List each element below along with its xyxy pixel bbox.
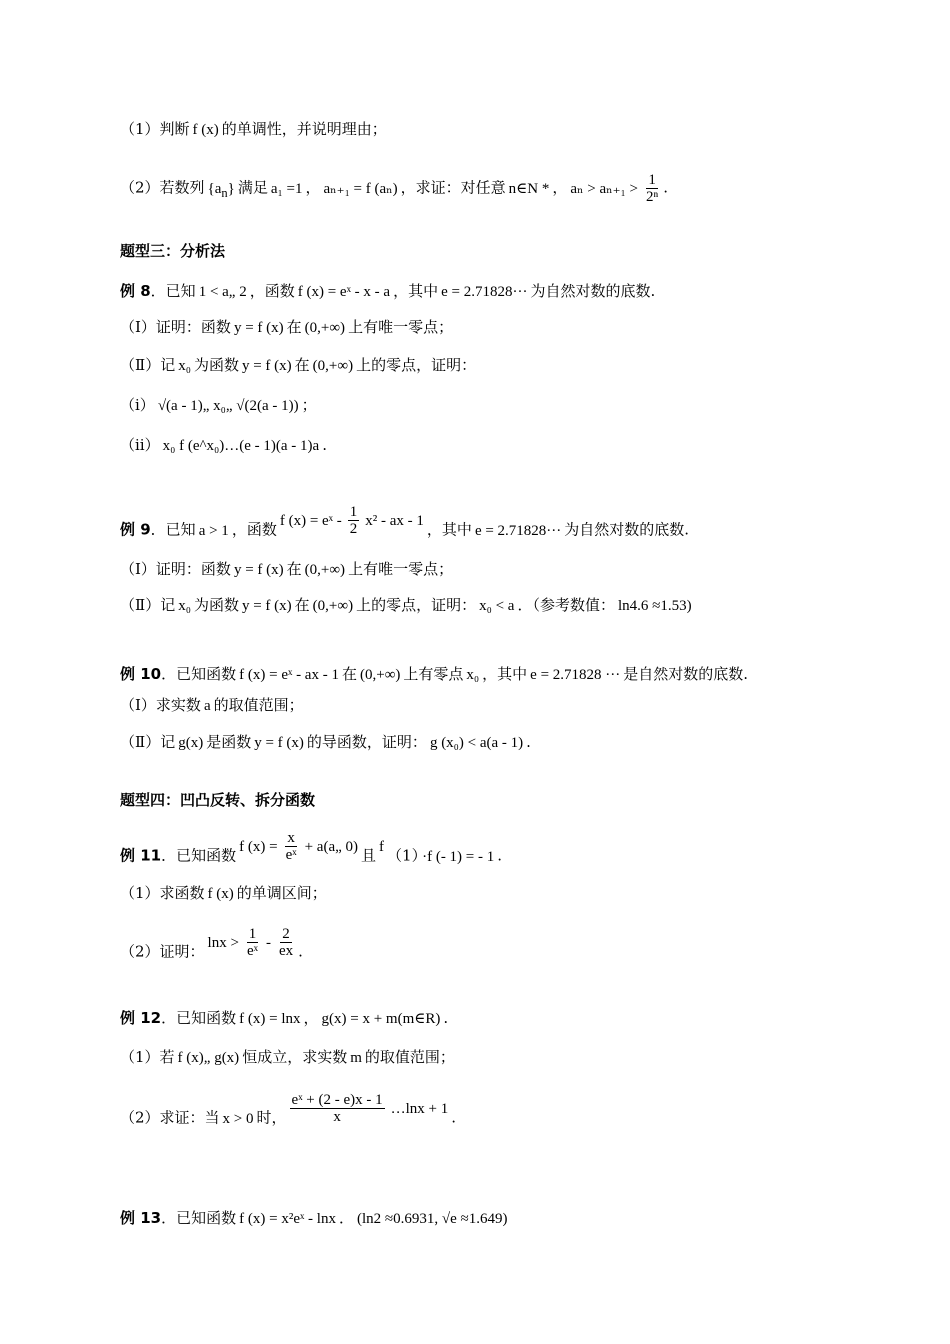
example-label: 例 10 bbox=[120, 665, 162, 683]
example-10 bbox=[120, 659, 870, 689]
example-label: 例 11 bbox=[120, 846, 162, 865]
math: f (x) bbox=[207, 886, 234, 902]
denominator: ex bbox=[278, 943, 294, 959]
math: x₀ bbox=[178, 598, 191, 614]
math: lnx > bbox=[207, 934, 239, 951]
math bbox=[207, 180, 235, 200]
text: . bbox=[663, 178, 668, 197]
math: y = f (x) bbox=[233, 562, 284, 578]
text: （Ⅱ）记 bbox=[120, 733, 176, 751]
fraction bbox=[644, 172, 660, 205]
math: x₀ f (e^x₀)…(e - 1)(a - 1)a bbox=[162, 438, 320, 454]
math: y = f (x) bbox=[241, 358, 292, 374]
denominator: x bbox=[333, 1109, 341, 1125]
example-9 bbox=[120, 504, 870, 544]
q-part2 bbox=[120, 172, 870, 205]
text: 的取值范围； bbox=[213, 696, 304, 714]
math: √(a - 1)„ x₀„ √(2(a - 1)) bbox=[157, 398, 299, 414]
text: . bbox=[322, 436, 327, 454]
text: （ⅱ） bbox=[120, 436, 160, 454]
text: （2）若数列 bbox=[120, 178, 205, 197]
math: x² - ax - 1 bbox=[365, 512, 424, 529]
text: （Ⅰ）证明：函数 bbox=[120, 318, 231, 336]
math: g(x) = x + m(m∈R) bbox=[321, 1011, 441, 1027]
text: . bbox=[451, 1108, 457, 1127]
math: e = 2.71828··· bbox=[474, 522, 562, 539]
math: 1 < a„ 2 bbox=[198, 284, 247, 300]
math: x₀ bbox=[178, 358, 191, 374]
math: a bbox=[203, 698, 211, 714]
text: ．已知 bbox=[150, 282, 196, 300]
math: x₀ < a bbox=[479, 598, 515, 614]
text: 在 bbox=[286, 560, 302, 578]
math: f (x) bbox=[192, 122, 219, 138]
text: （Ⅱ）记 bbox=[120, 356, 176, 374]
text: . bbox=[443, 1009, 449, 1027]
example-11-part2 bbox=[120, 926, 870, 966]
text: （1） bbox=[387, 846, 420, 865]
numerator: 1 bbox=[648, 172, 656, 188]
example-label: 例 9 bbox=[120, 520, 151, 539]
example-12-part1 bbox=[120, 1042, 870, 1072]
math: x > 0 bbox=[222, 1110, 254, 1127]
math: f (x) = eˣ - ax - 1 bbox=[239, 667, 339, 683]
math: g (x₀) < a(a - 1) bbox=[429, 735, 524, 751]
math: (0,+∞) bbox=[304, 562, 346, 578]
example-8-part1 bbox=[120, 312, 870, 342]
example-10-part2 bbox=[120, 727, 870, 757]
example-9-part2 bbox=[120, 590, 870, 620]
text: 在 bbox=[286, 318, 302, 336]
text: （1）判断 bbox=[120, 120, 190, 138]
math: ·f (- 1) = - 1 bbox=[422, 848, 495, 865]
text: 的导函数，证明： bbox=[306, 733, 427, 751]
math: f (x) = eˣ - x - a bbox=[297, 284, 391, 300]
math: f (x)„ g(x) bbox=[177, 1050, 240, 1066]
example-8-part2 bbox=[120, 350, 870, 380]
text: 上有唯一零点； bbox=[348, 560, 454, 578]
math: - bbox=[265, 934, 271, 951]
math: + a(a„ 0) bbox=[304, 838, 359, 855]
text: （ⅰ） bbox=[120, 396, 155, 414]
text: 在 bbox=[294, 356, 310, 374]
example-label: 例 13 bbox=[120, 1209, 162, 1227]
example-label: 例 8 bbox=[120, 282, 151, 300]
numerator: 1 bbox=[248, 926, 257, 942]
example-11-part1 bbox=[120, 878, 870, 908]
text: （1）若 bbox=[120, 1048, 175, 1066]
numerator: 2 bbox=[282, 926, 290, 942]
text: ， bbox=[552, 178, 568, 197]
math: aₙ > aₙ₊₁ > bbox=[570, 180, 638, 197]
fraction bbox=[284, 830, 299, 863]
text: ，函数 bbox=[231, 520, 277, 539]
math: n∈N * bbox=[508, 180, 550, 197]
text: ； bbox=[301, 396, 317, 414]
math: aₙ₊₁ = f (aₙ) bbox=[323, 180, 398, 197]
math-sub: n bbox=[221, 185, 228, 200]
math: f (x) = bbox=[239, 838, 278, 855]
text: 是函数 bbox=[206, 733, 252, 751]
fraction bbox=[348, 504, 360, 537]
text: 为自然对数的底数. bbox=[564, 520, 690, 539]
text: ． bbox=[338, 1209, 354, 1227]
denominator: eˣ bbox=[285, 847, 297, 863]
math-part: } bbox=[227, 180, 235, 197]
text: ， bbox=[305, 178, 321, 197]
math: (0,+∞) bbox=[312, 598, 354, 614]
text: （2）求证：当 bbox=[120, 1108, 220, 1127]
text: 且 bbox=[361, 846, 377, 865]
text: （1）求函数 bbox=[120, 884, 205, 902]
heading-text: 题型三：分析法 bbox=[120, 242, 226, 260]
math: …lnx + 1 bbox=[390, 1100, 449, 1117]
heading-text: 题型四：凹凸反转、拆分函数 bbox=[120, 791, 316, 809]
math: g(x) bbox=[178, 735, 204, 751]
math: y = f (x) bbox=[233, 320, 284, 336]
example-12 bbox=[120, 1003, 870, 1033]
text: ， bbox=[303, 1009, 319, 1027]
example-9-part1 bbox=[120, 554, 870, 584]
text: ，其中 bbox=[426, 520, 472, 539]
math: (ln2 ≈0.6931, √e ≈1.649) bbox=[357, 1211, 508, 1227]
text: 上有零点 bbox=[403, 665, 464, 683]
text: （Ⅰ）证明：函数 bbox=[120, 560, 231, 578]
text: 在 bbox=[294, 596, 310, 614]
math: e = 2.71828··· bbox=[441, 284, 528, 300]
text: 在 bbox=[341, 665, 357, 683]
text: （Ⅱ）记 bbox=[120, 596, 176, 614]
example-13 bbox=[120, 1203, 870, 1233]
math: (0,+∞) bbox=[359, 667, 401, 683]
text: ，其中 bbox=[393, 282, 439, 300]
math: x₀ bbox=[466, 667, 480, 683]
text: （2）证明： bbox=[120, 942, 205, 961]
math: (0,+∞) bbox=[304, 320, 346, 336]
numerator: eˣ + (2 - e)x - 1 bbox=[291, 1092, 383, 1108]
text: ．已知函数 bbox=[161, 665, 237, 683]
example-10-part1 bbox=[120, 690, 870, 720]
text: 上有唯一零点； bbox=[348, 318, 454, 336]
math: y = f (x) bbox=[241, 598, 292, 614]
text: ．已知函数 bbox=[161, 846, 237, 865]
text: （Ⅰ）求实数 bbox=[120, 696, 201, 714]
text: 为函数 bbox=[193, 596, 239, 614]
section-heading-4 bbox=[120, 785, 870, 815]
math: a > 1 bbox=[198, 522, 229, 539]
example-12-part2 bbox=[120, 1092, 870, 1132]
text: ．（参考数值： bbox=[517, 596, 615, 614]
math: a₁ =1 bbox=[270, 180, 303, 197]
text: . bbox=[526, 733, 531, 751]
fraction bbox=[245, 926, 260, 959]
math: f (x) = lnx bbox=[239, 1011, 301, 1027]
math-part: {a bbox=[207, 180, 222, 197]
text: 恒成立，求实数 bbox=[242, 1048, 348, 1066]
text: ．已知 bbox=[150, 520, 196, 539]
text: . bbox=[298, 942, 303, 961]
text: 是自然对数的底数. bbox=[623, 665, 749, 683]
text: ．已知函数 bbox=[161, 1009, 237, 1027]
example-8-part2-i bbox=[120, 390, 870, 420]
math: f (x) = eˣ - bbox=[279, 512, 342, 529]
fraction bbox=[277, 926, 295, 959]
text: . bbox=[497, 846, 503, 865]
text: 为函数 bbox=[193, 356, 239, 374]
text: 满足 bbox=[237, 178, 268, 197]
math: ln4.6 ≈1.53) bbox=[617, 598, 692, 614]
text: ，函数 bbox=[249, 282, 295, 300]
numerator: x bbox=[287, 830, 295, 846]
denominator: 2 bbox=[349, 521, 358, 537]
math: f bbox=[379, 838, 385, 855]
numerator: 1 bbox=[349, 504, 358, 520]
example-8-part2-ii bbox=[120, 430, 870, 460]
example-11 bbox=[120, 830, 870, 870]
text: ，求证：对任意 bbox=[400, 178, 506, 197]
text: 时， bbox=[256, 1108, 287, 1127]
math: (0,+∞) bbox=[312, 358, 354, 374]
math: y = f (x) bbox=[254, 735, 304, 751]
q-part1 bbox=[120, 114, 870, 144]
text: ，其中 bbox=[482, 665, 528, 683]
fraction bbox=[290, 1092, 385, 1125]
denominator: 2ⁿ bbox=[645, 189, 659, 205]
text: 的单调区间； bbox=[236, 884, 327, 902]
text: 上的零点，证明： bbox=[356, 356, 477, 374]
text: 为自然对数的底数. bbox=[530, 282, 656, 300]
example-8 bbox=[120, 276, 870, 306]
math: f (x) = x²eˣ - lnx bbox=[239, 1211, 336, 1227]
denominator: eˣ bbox=[246, 943, 258, 959]
math: e = 2.71828 ··· bbox=[530, 667, 621, 683]
text: 上的零点，证明： bbox=[356, 596, 477, 614]
section-heading-3 bbox=[120, 236, 870, 266]
example-label: 例 12 bbox=[120, 1009, 162, 1027]
text: 的取值范围； bbox=[364, 1048, 455, 1066]
text: 的单调性，并说明理由； bbox=[221, 120, 387, 138]
text: ．已知函数 bbox=[161, 1209, 237, 1227]
math: m bbox=[350, 1050, 362, 1066]
